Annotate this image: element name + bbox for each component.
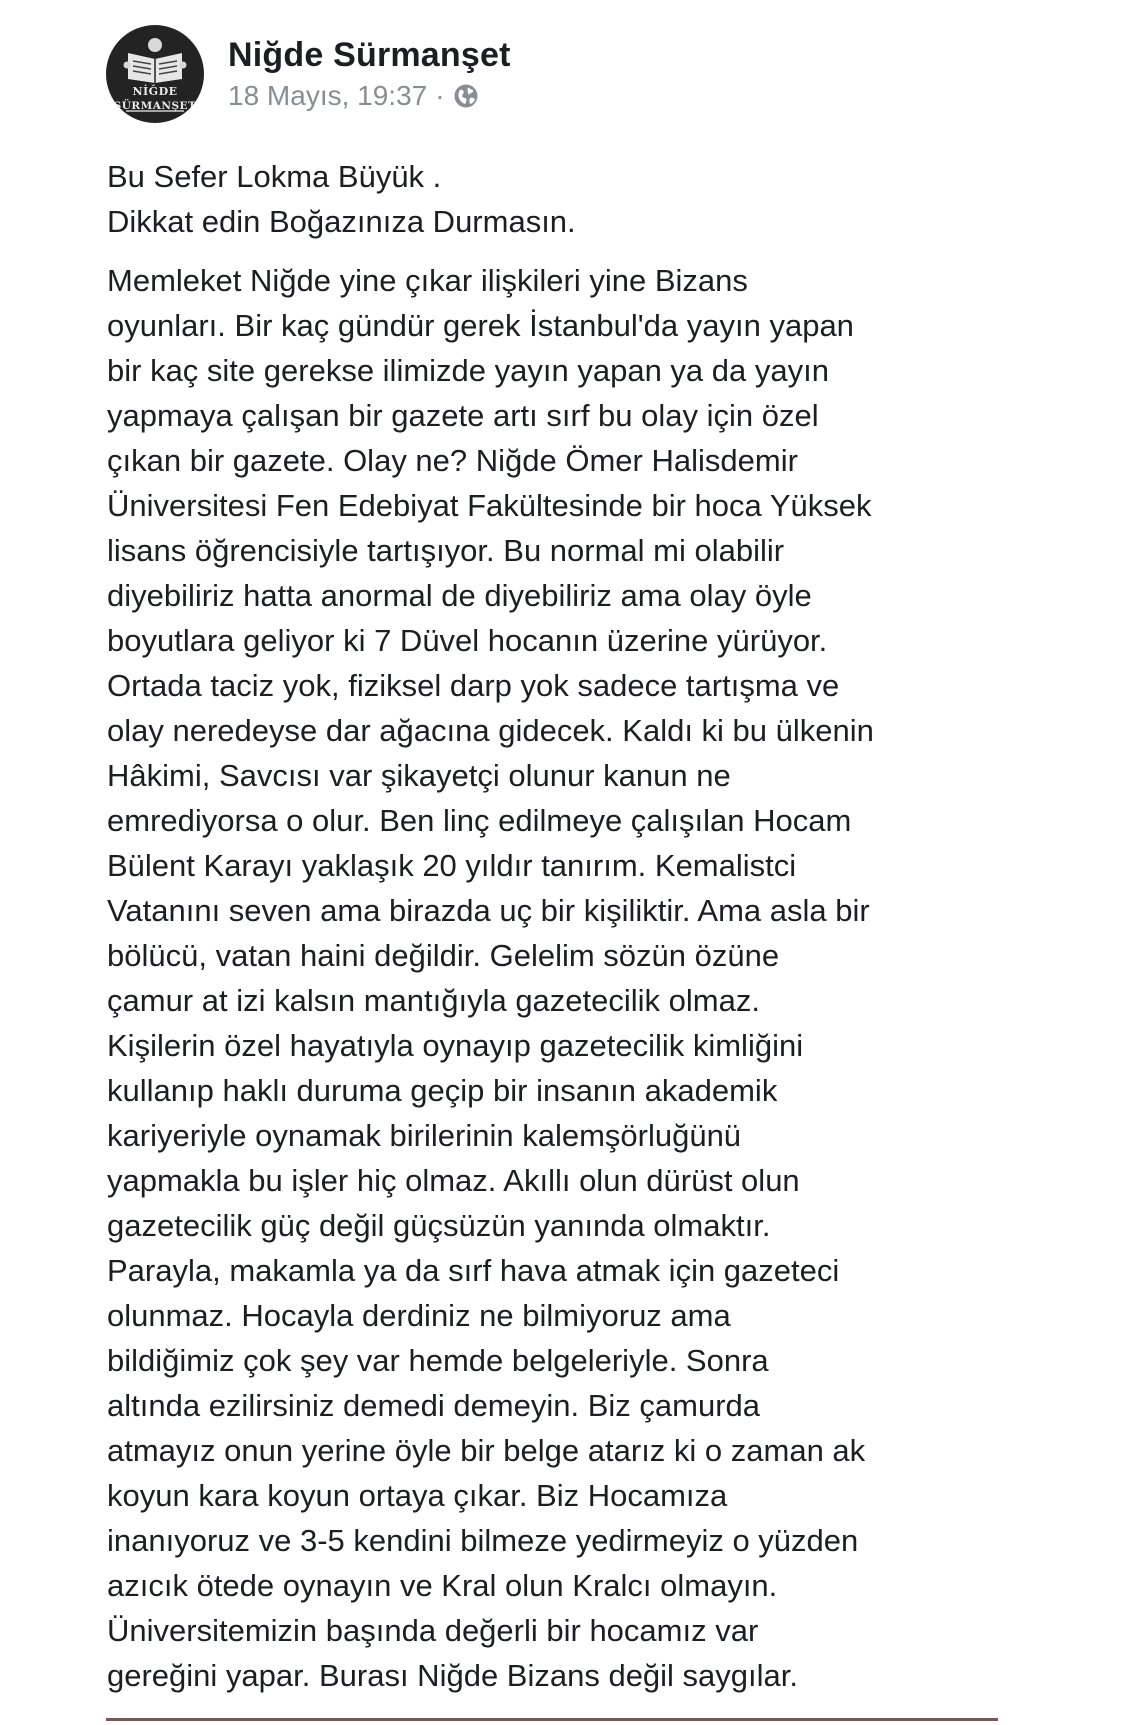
body-line: Memleket Niğde yine çıkar ilişkileri yine Bizans <box>107 263 748 298</box>
body-line: bildiğimiz çok şey var hemde belgeleriyle. Sonra <box>107 1343 769 1378</box>
body-line: Kişilerin özel hayatıyla oynayıp gazetecilik kimliğini <box>107 1028 804 1063</box>
body-line: çamur at izi kalsın mantığıyla gazetecilik olmaz. <box>107 983 760 1018</box>
body-line: Üniversitemizin başında değerli bir hocamız var <box>107 1613 759 1648</box>
body-line: oyunları. Bir kaç gündür gerek İstanbul'da yayın yapan <box>107 308 854 343</box>
post-header <box>106 24 511 124</box>
body-line: Bülent Karayı yaklaşık 20 yıldır tanırım. Kemalistci <box>107 848 797 883</box>
body-line: inanıyoruz ve 3-5 kendini bilmeze yedirmeyiz o yüzden <box>107 1523 859 1558</box>
body-line: bir kaç site gerekse ilimizde yayın yapan ya da yayın <box>107 353 829 388</box>
separator-dot: · <box>435 80 445 111</box>
post-intro <box>107 154 1107 244</box>
body-line: Üniversitesi Fen Edebiyat Fakültesinde bir hoca Yüksek <box>107 488 872 523</box>
post-subline <box>228 79 511 113</box>
body-line: Ortada taciz yok, fiziksel darp yok sadece tartışma ve <box>107 668 840 703</box>
body-line: kullanıp haklı duruma geçip bir insanın akademik <box>107 1073 778 1108</box>
body-line: boyutlara geliyor ki 7 Düvel hocanın üzerine yürüyor. <box>107 623 828 658</box>
body-line: diyebiliriz hatta anormal de diyebiliriz ama olay öyle <box>107 578 812 613</box>
post-meta <box>228 35 511 113</box>
intro-line: Dikkat edin Boğazınıza Durmasın. <box>107 204 576 239</box>
body-line: azıcık ötede oynayın ve Kral olun Kralcı olmayın. <box>107 1568 778 1603</box>
body-line: emrediyorsa o olur. Ben linç edilmeye çalışılan Hocam <box>107 803 852 838</box>
body-line: Hâkimi, Savcısı var şikayetçi olunur kanun ne <box>107 758 731 793</box>
intro-line: Bu Sefer Lokma Büyük . <box>107 159 442 194</box>
post-body <box>107 258 1107 1698</box>
body-line: koyun kara koyun ortaya çıkar. Biz Hocamıza <box>107 1478 728 1513</box>
body-line: olay neredeyse dar ağacına gidecek. Kaldı ki bu ülkenin <box>107 713 874 748</box>
avatar-logo-line1: NİĞDE <box>132 85 178 98</box>
body-line: altında ezilirsiniz demedi demeyin. Biz çamurda <box>107 1388 761 1423</box>
page-name-link[interactable]: Niğde Sürmanşet <box>228 36 511 74</box>
body-line: yapmaya çalışan bir gazete artı sırf bu olay için özel <box>107 398 819 433</box>
body-line: yapmakla bu işler hiç olmaz. Akıllı olun dürüst olun <box>107 1163 800 1198</box>
post-timestamp[interactable]: 18 Mayıs, 19:37 <box>228 80 428 111</box>
avatar-logo-line2: SÜRMANŞET <box>113 100 197 112</box>
body-line: bölücü, vatan haini değildir. Gelelim sözün özüne <box>107 938 780 973</box>
body-line: atmayız onun yerine öyle bir belge atarız ki o zaman ak <box>107 1433 866 1468</box>
divider <box>106 1718 998 1721</box>
body-line: Parayla, makamla ya da sırf hava atmak için gazeteci <box>107 1253 840 1288</box>
post-text <box>107 154 1107 1698</box>
avatar[interactable] <box>106 25 204 123</box>
body-line: lisans öğrencisiyle tartışıyor. Bu normal mi olabilir <box>107 533 785 568</box>
body-line: Vatanını seven ama birazda uç bir kişiliktir. Ama asla bir <box>107 893 870 928</box>
body-line: gazetecilik güç değil güçsüzün yanında olmaktır. <box>107 1208 771 1243</box>
body-line: olunmaz. Hocayla derdiniz ne bilmiyoruz ama <box>107 1298 731 1333</box>
body-line: gereğini yapar. Burası Niğde Bizans değil saygılar. <box>107 1658 799 1693</box>
body-line: çıkan bir gazete. Olay ne? Niğde Ömer Halisdemir <box>107 443 798 478</box>
body-line: kariyeriyle oynamak birilerinin kalemşörluğünü <box>107 1118 742 1153</box>
globe-icon[interactable] <box>453 83 479 109</box>
